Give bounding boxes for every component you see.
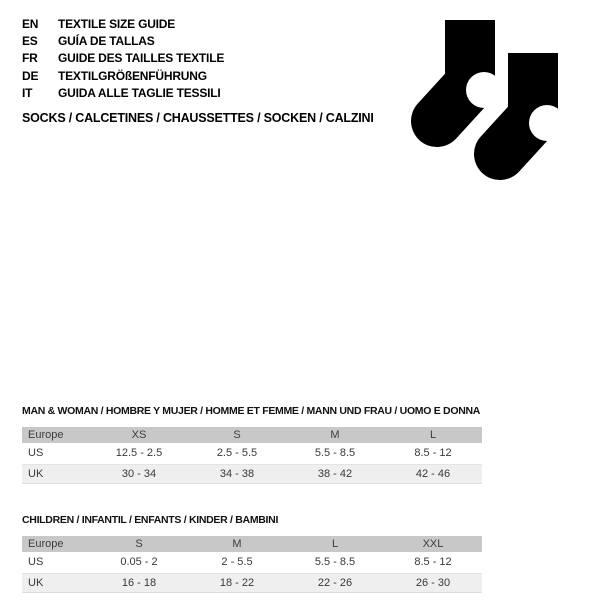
size-table-man-woman <box>22 427 482 484</box>
table-title: CHILDREN / INFANTIL / ENFANTS / KINDER / BAMBINI <box>22 514 279 526</box>
sock1-heel-cutout <box>466 72 502 108</box>
column-header: Europe <box>28 538 64 550</box>
language-label: TEXTILE SIZE GUIDE <box>58 16 176 31</box>
size-table-section-children <box>22 514 482 593</box>
row-label: US <box>28 447 44 460</box>
language-label: GUÍA DE TALLAS <box>58 33 155 48</box>
category-title: SOCKS / CALCETINES / CHAUSSETTES / SOCKEN / CALZINI <box>22 111 374 125</box>
language-row <box>22 67 224 84</box>
language-code: IT <box>22 85 33 100</box>
size-cell: 2.5 - 5.5 <box>216 447 258 460</box>
size-cell: 42 - 46 <box>415 467 451 480</box>
row-label: UK <box>28 576 44 589</box>
socks-icon <box>400 0 600 200</box>
size-cell: 22 - 26 <box>317 576 353 589</box>
row-label: US <box>28 556 44 569</box>
column-header: L <box>331 538 339 550</box>
language-label: GUIDE DES TAILLES TEXTILE <box>58 51 225 66</box>
size-table-children <box>22 536 482 593</box>
column-header: L <box>429 429 437 441</box>
language-label: TEXTILGRÖßENFÜHRUNG <box>58 68 207 83</box>
language-code: EN <box>22 16 39 31</box>
sock2-heel-cutout <box>529 105 565 141</box>
socks-icon-shapes <box>437 20 565 154</box>
language-row <box>22 32 224 49</box>
size-cell: 2 - 5.5 <box>221 556 253 569</box>
size-cell: 18 - 22 <box>219 576 255 589</box>
size-cell: 26 - 30 <box>415 576 451 589</box>
size-cell: 5.5 - 8.5 <box>314 556 356 569</box>
column-header: S <box>233 429 241 441</box>
column-header: M <box>232 538 242 550</box>
language-row <box>22 50 224 67</box>
language-code: DE <box>22 68 39 83</box>
language-code: ES <box>22 33 38 48</box>
size-cell: 38 - 42 <box>317 467 353 480</box>
language-row <box>22 15 224 32</box>
language-code: FR <box>22 51 38 66</box>
column-header: M <box>330 429 340 441</box>
column-header: Europe <box>28 429 64 441</box>
size-cell: 30 - 34 <box>121 467 157 480</box>
size-cell: 0.05 - 2 <box>120 556 158 569</box>
table-row <box>22 464 482 483</box>
language-row <box>22 84 224 101</box>
size-cell: 8.5 - 12 <box>414 556 452 569</box>
sock1-foot <box>437 86 469 121</box>
column-header: S <box>135 538 143 550</box>
language-label: GUIDA ALLE TAGLIE TESSILI <box>58 85 221 100</box>
size-cell: 5.5 - 8.5 <box>314 447 356 460</box>
language-list <box>22 15 224 101</box>
size-table-section-man-woman <box>22 405 482 484</box>
row-label: UK <box>28 467 44 480</box>
table-title: MAN & WOMAN / HOMBRE Y MUJER / HOMME ET FEMME / MANN UND FRAU / UOMO E DONNA <box>22 405 481 417</box>
table-header-row <box>22 427 482 443</box>
size-cell: 12.5 - 2.5 <box>115 447 163 460</box>
size-cell: 34 - 38 <box>219 467 255 480</box>
column-header: XXL <box>422 538 444 550</box>
table-header-row <box>22 536 482 552</box>
sock2-foot <box>500 119 532 154</box>
size-cell: 8.5 - 12 <box>414 447 452 460</box>
table-row <box>22 443 482 464</box>
table-row <box>22 552 482 573</box>
size-cell: 16 - 18 <box>121 576 157 589</box>
column-header: XS <box>131 429 147 441</box>
table-row <box>22 573 482 592</box>
